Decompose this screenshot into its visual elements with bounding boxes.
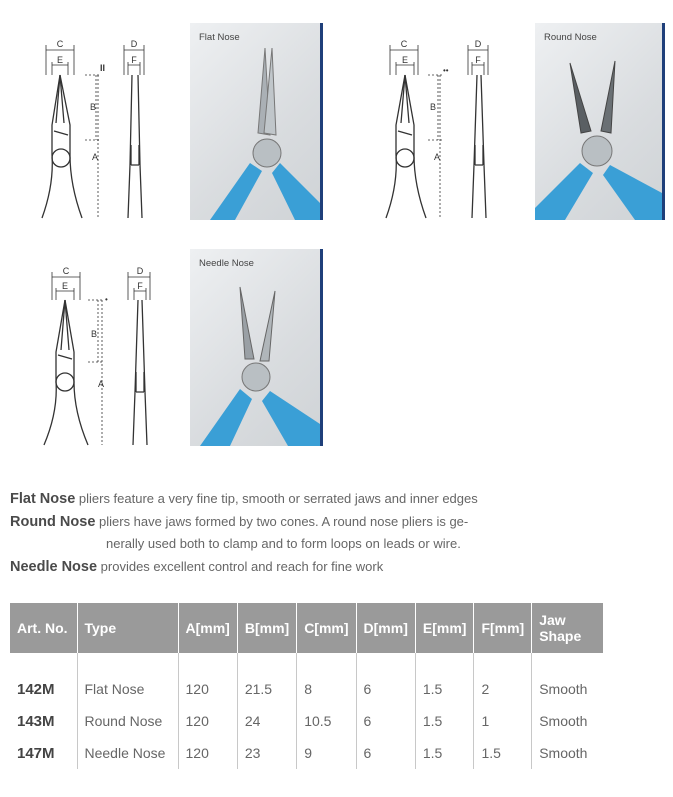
dim-c-label: C <box>56 39 64 49</box>
round-nose-diagram <box>370 35 520 225</box>
cell-c: 10.5 <box>297 705 356 737</box>
round-nose-dimension-drawing <box>370 35 520 225</box>
header-f: F[mm] <box>474 603 532 653</box>
photo-label: Flat Nose <box>199 32 240 43</box>
dim-c-label: C <box>400 39 408 49</box>
cell-type: Needle Nose <box>77 737 178 769</box>
dim-b-label: B <box>91 329 98 339</box>
cell-jaw-shape: Smooth <box>539 681 588 697</box>
description-line: Round Nose pliers have jaws formed by two cones. A round nose pliers is ge- <box>10 513 469 530</box>
cell-a: 120 <box>178 737 237 769</box>
flat-nose-dimension-drawing <box>30 35 180 225</box>
dim-f-label: F <box>137 281 143 291</box>
cell-c: 8 <box>297 673 356 705</box>
description-line: Flat Nose pliers feature a very fine tip, smooth or serrated jaws and inner edges <box>10 491 478 507</box>
header-c: C[mm] <box>297 603 356 653</box>
table-row <box>10 673 603 705</box>
dim-d-label: D <box>474 39 482 49</box>
cell-e: 1.5 <box>415 705 474 737</box>
table-header-row <box>10 603 603 653</box>
dim-d-label: D <box>130 39 138 49</box>
dim-d-label: D <box>136 266 144 276</box>
spec-table <box>10 603 603 769</box>
cell-d: 6 <box>356 673 415 705</box>
cell-a: 120 <box>178 705 237 737</box>
flat-nose-diagram <box>30 35 180 225</box>
photo-label: Needle Nose <box>199 258 254 269</box>
cell-jaw-shape: Smooth <box>539 745 588 761</box>
term-flat-nose: Flat Nose <box>10 491 76 507</box>
flat-nose-photo <box>190 23 323 220</box>
needle-nose-pliers-image <box>190 249 320 446</box>
table-spacer <box>10 653 603 673</box>
round-nose-pliers-image <box>535 23 662 220</box>
header-art-no: Art. No. <box>10 603 77 653</box>
dim-e-label: E <box>56 55 64 65</box>
cell-type: Round Nose <box>77 705 178 737</box>
header-d: D[mm] <box>356 603 415 653</box>
cell-f: 1 <box>474 705 532 737</box>
table-row <box>10 737 603 769</box>
round-nose-photo <box>535 23 665 220</box>
cell-d: 6 <box>356 705 415 737</box>
tip-profile-glyph: • <box>105 295 108 304</box>
dim-a-label: A <box>98 379 105 389</box>
cell-f: 2 <box>474 673 532 705</box>
cell-art-no: 143M <box>10 705 77 737</box>
dim-b-label: B <box>430 102 437 112</box>
header-a: A[mm] <box>178 603 237 653</box>
cell-d: 6 <box>356 737 415 769</box>
description-line: Needle Nose provides excellent control and reach for fine work <box>10 558 384 575</box>
cell-b: 23 <box>237 737 296 769</box>
cell-jaw-shape: Smooth <box>539 713 588 729</box>
dim-e-label: E <box>61 281 69 291</box>
product-description <box>10 488 570 578</box>
description-line: nerally used both to clamp and to form loops on leads or wire. <box>106 536 461 551</box>
needle-nose-dimension-drawing <box>30 262 180 452</box>
dim-a-label: A <box>92 152 99 162</box>
dim-a-label: A <box>434 152 441 162</box>
cell-art-no: 147M <box>10 737 77 769</box>
cell-e: 1.5 <box>415 673 474 705</box>
photo-label: Round Nose <box>544 32 597 43</box>
header-b: B[mm] <box>237 603 296 653</box>
cell-c: 9 <box>297 737 356 769</box>
flat-nose-pliers-image <box>190 23 320 220</box>
needle-nose-diagram <box>30 262 180 452</box>
term-round-nose: Round Nose <box>10 513 96 530</box>
cell-type: Flat Nose <box>77 673 178 705</box>
cell-e: 1.5 <box>415 737 474 769</box>
cell-f: 1.5 <box>474 737 532 769</box>
dim-c-label: C <box>62 266 70 276</box>
term-needle-nose: Needle Nose <box>10 558 98 575</box>
dim-f-label: F <box>131 55 137 65</box>
cell-b: 24 <box>237 705 296 737</box>
cell-art-no: 142M <box>10 673 77 705</box>
header-e: E[mm] <box>415 603 474 653</box>
tip-profile-glyph: II <box>100 63 106 73</box>
tip-profile-glyph: •• <box>443 66 449 75</box>
dim-b-label: B <box>90 102 97 112</box>
dim-e-label: E <box>401 55 409 65</box>
cell-b: 21.5 <box>237 673 296 705</box>
needle-nose-photo <box>190 249 323 446</box>
cell-a: 120 <box>178 673 237 705</box>
dim-f-label: F <box>475 55 481 65</box>
header-type: Type <box>77 603 178 653</box>
header-jaw-shape: Jaw Shape <box>532 603 603 653</box>
table-row <box>10 705 603 737</box>
